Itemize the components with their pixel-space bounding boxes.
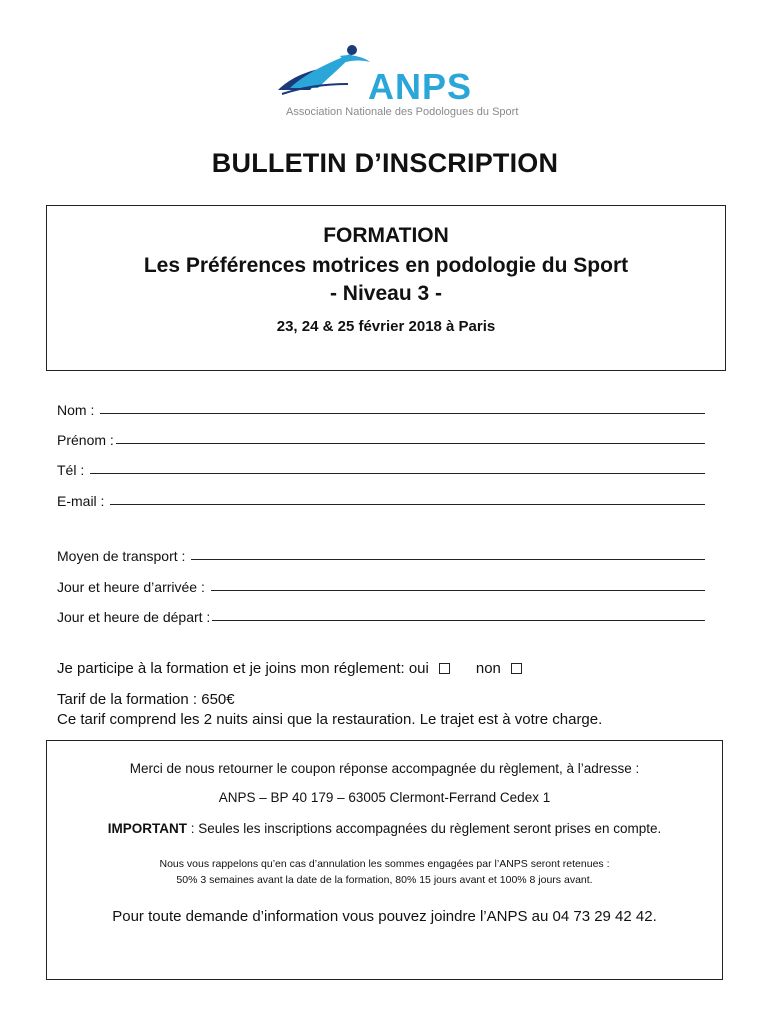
cancellation-line-2: 50% 3 semaines avant la date de la formation, 80% 15 jours avant et 100% 8 jours avant.: [176, 874, 593, 886]
cancellation-policy: [47, 856, 722, 888]
fill-line[interactable]: [212, 620, 705, 621]
fill-line[interactable]: [90, 473, 705, 474]
logo-subtitle: Association Nationale des Podologues du Sport: [286, 106, 519, 118]
logo-wordmark: ANPS: [368, 66, 473, 107]
return-instructions: Merci de nous retourner le coupon réponse accompagnée du règlement, à l’adresse :: [129, 761, 640, 776]
fill-line[interactable]: [116, 443, 705, 444]
checkbox-oui[interactable]: [439, 663, 450, 674]
participation-row: [57, 660, 530, 677]
field-depart[interactable]: [57, 605, 705, 625]
important-note: [47, 821, 722, 836]
field-prenom[interactable]: [57, 428, 705, 448]
fill-line[interactable]: [100, 413, 705, 414]
formation-name: Les Préférences motrices en podologie du Sport: [143, 254, 629, 277]
page-title: BULLETIN D’INSCRIPTION: [211, 148, 559, 178]
tarif-details: Ce tarif comprend les 2 nuits ainsi que la restauration. Le trajet est à votre charge.: [57, 711, 603, 728]
field-label: Prénom :: [57, 432, 114, 448]
field-email[interactable]: [57, 489, 705, 509]
field-label: Jour et heure de départ :: [57, 609, 211, 625]
field-label: E-mail :: [57, 493, 109, 509]
formation-level: - Niveau 3 -: [329, 282, 443, 305]
contact-info: Pour toute demande d’information vous pouvez joindre l’ANPS au 04 73 29 42 42.: [112, 908, 657, 925]
formation-box: [46, 205, 726, 371]
field-tel[interactable]: [57, 458, 705, 478]
info-box: [46, 740, 723, 980]
field-nom[interactable]: [57, 398, 705, 418]
field-label: Nom :: [57, 402, 99, 418]
checkbox-non[interactable]: [511, 663, 522, 674]
tarif-price: Tarif de la formation : 650€: [57, 691, 235, 708]
fill-line[interactable]: [191, 559, 705, 560]
formation-heading: FORMATION: [323, 224, 449, 247]
field-label: Jour et heure d’arrivée :: [57, 579, 209, 595]
field-label: Moyen de transport :: [57, 548, 190, 564]
participation-text: Je participe à la formation et je joins mon réglement: oui: [57, 660, 429, 677]
tarif-block: [57, 690, 602, 730]
field-label: Tél :: [57, 462, 89, 478]
formation-dates: 23, 24 & 25 février 2018 à Paris: [276, 318, 496, 335]
anps-logo: [270, 38, 519, 124]
important-text: : Seules les inscriptions accompagnées du règlement seront prises en compte.: [187, 821, 662, 836]
return-address: ANPS – BP 40 179 – 63005 Clermont-Ferrand Cedex 1: [218, 790, 551, 805]
fill-line[interactable]: [110, 504, 705, 505]
field-arrivee[interactable]: [57, 575, 705, 595]
important-label: IMPORTANT: [107, 821, 187, 836]
fill-line[interactable]: [211, 590, 705, 591]
cancellation-line-1: Nous vous rappelons qu’en cas d’annulation les sommes engagées par l’ANPS seront retenues :: [159, 858, 610, 870]
field-transport[interactable]: [57, 544, 705, 564]
participation-no-label: non: [475, 660, 501, 677]
